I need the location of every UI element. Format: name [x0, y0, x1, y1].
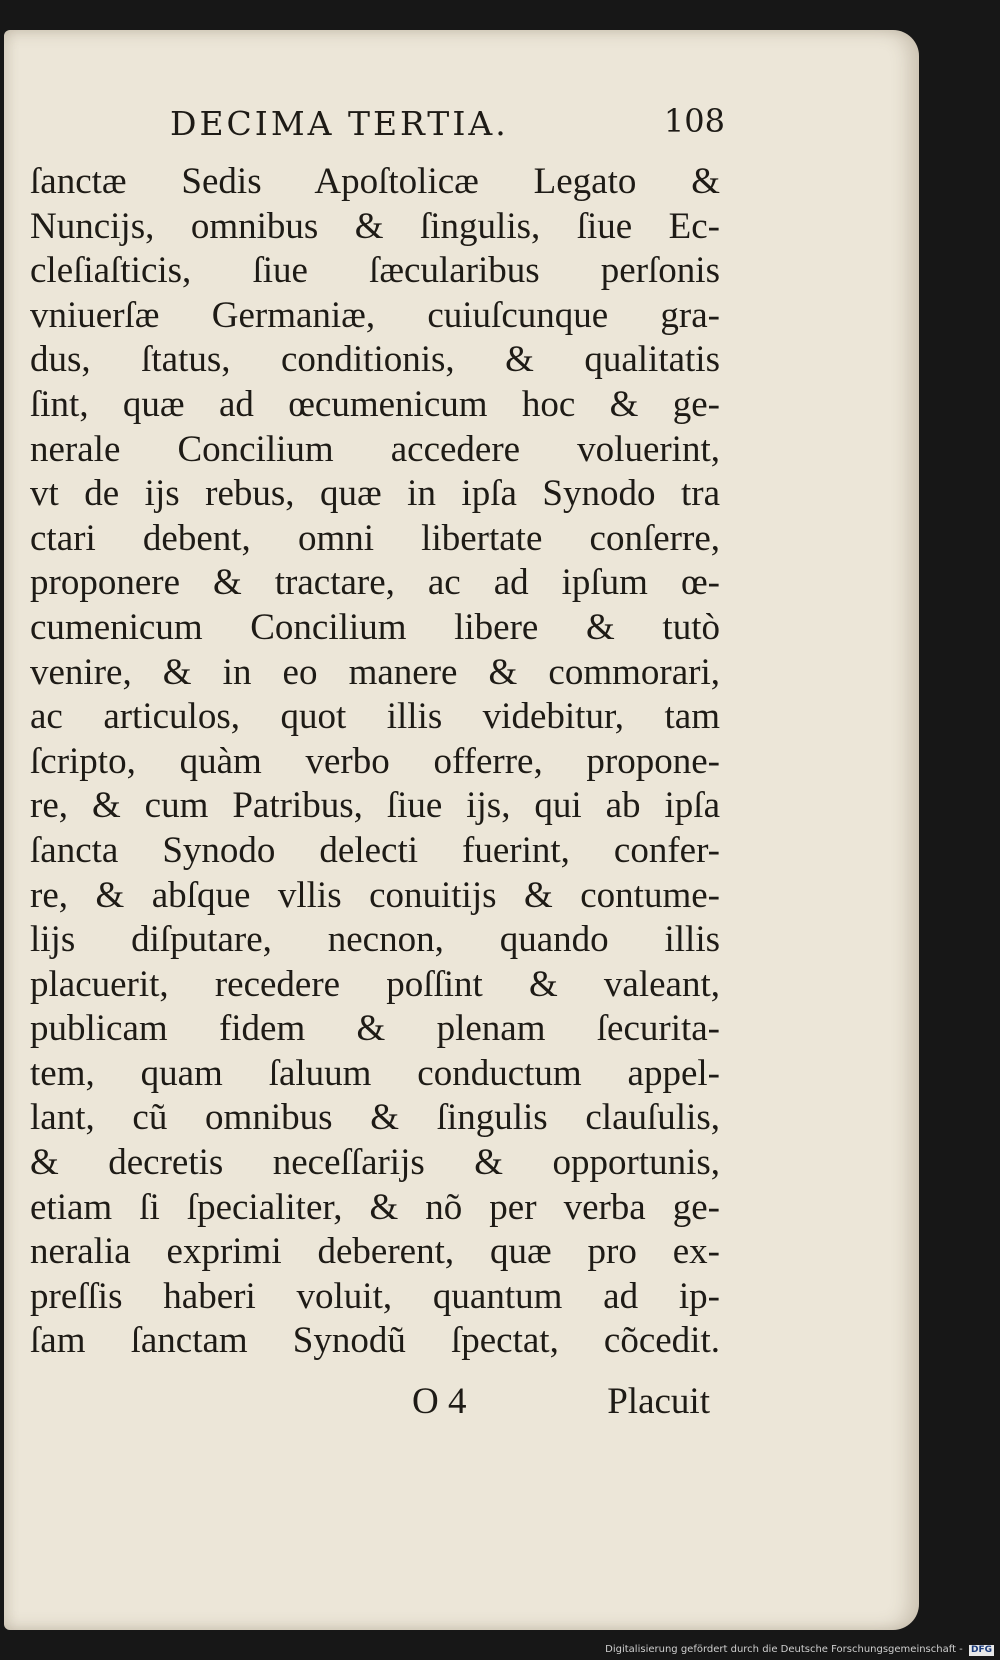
text-line: ctari debent, omni libertate conſerre,: [30, 517, 720, 559]
catchword: Placuit: [607, 1381, 710, 1422]
signature-mark: O 4: [412, 1381, 467, 1422]
text-line: Nuncijs, omnibus & ſingulis, ſiue Ec-: [30, 205, 720, 247]
text-line: vt de ijs rebus, quæ in ipſa Synodo tra: [30, 473, 720, 515]
page-footer: [400, 1380, 710, 1426]
text-line: lijs diſputare, necnon, quando illis: [30, 919, 720, 961]
text-line: cumenicum Concilium libere & tutò: [30, 606, 720, 648]
text-line: lant, cũ omnibus & ſingulis clauſulis,: [30, 1097, 720, 1139]
text-line: neralia exprimi deberent, quæ pro ex-: [30, 1231, 720, 1273]
credit-text: Digitalisierung gefördert durch die Deutsche Forschungsgemeinschaft -: [605, 1644, 963, 1655]
text-line: nerale Concilium accedere voluerint,: [30, 428, 720, 470]
page-number: 108: [663, 102, 725, 140]
body-text: [30, 160, 720, 1364]
text-line: tem, quam ſaluum conductum appel-: [30, 1052, 720, 1094]
text-line: vniuerſæ Germaniæ, cuiuſcunque gra-: [30, 294, 720, 336]
running-head: DECIMA TERTIA.: [170, 104, 509, 143]
text-line: ſancta Synodo delecti fuerint, confer-: [30, 829, 720, 871]
text-line: re, & cum Patribus, ſiue ijs, qui ab ipſa: [30, 785, 720, 827]
text-line: preſſis haberi voluit, quantum ad ip-: [30, 1275, 720, 1317]
text-line: ſam ſanctam Synodũ ſpectat, cõcedit.: [30, 1320, 720, 1362]
text-line: & decretis neceſſarijs & opportunis,: [30, 1142, 720, 1184]
text-line: publicam fidem & plenam ſecurita-: [30, 1008, 720, 1050]
text-line: etiam ſi ſpecialiter, & nõ per verba ge-: [30, 1186, 720, 1228]
digitization-credit: [605, 1644, 994, 1656]
text-line: ſint, quæ ad œcumenicum hoc & ge-: [30, 383, 720, 425]
text-line: cleſiaſticis, ſiue ſæcularibus perſonis: [30, 250, 720, 292]
text-line: ſcripto, quàm verbo offerre, propone-: [30, 740, 720, 782]
text-line: ac articulos, quot illis videbitur, tam: [30, 696, 720, 738]
page-header: [170, 98, 725, 148]
text-line: ſanctæ Sedis Apoſtolicæ Legato &: [30, 161, 720, 202]
text-line: dus, ſtatus, conditionis, & qualitatis: [30, 339, 720, 381]
text-line: placuerit, recedere poſſint & valeant,: [30, 963, 720, 1005]
text-line: venire, & in eo manere & commorari,: [30, 651, 720, 693]
text-line: proponere & tractare, ac ad ipſum œ-: [30, 562, 720, 604]
dfg-logo: DFG: [970, 1645, 992, 1655]
text-line: re, & abſque vllis conuitijs & contume-: [30, 874, 720, 916]
